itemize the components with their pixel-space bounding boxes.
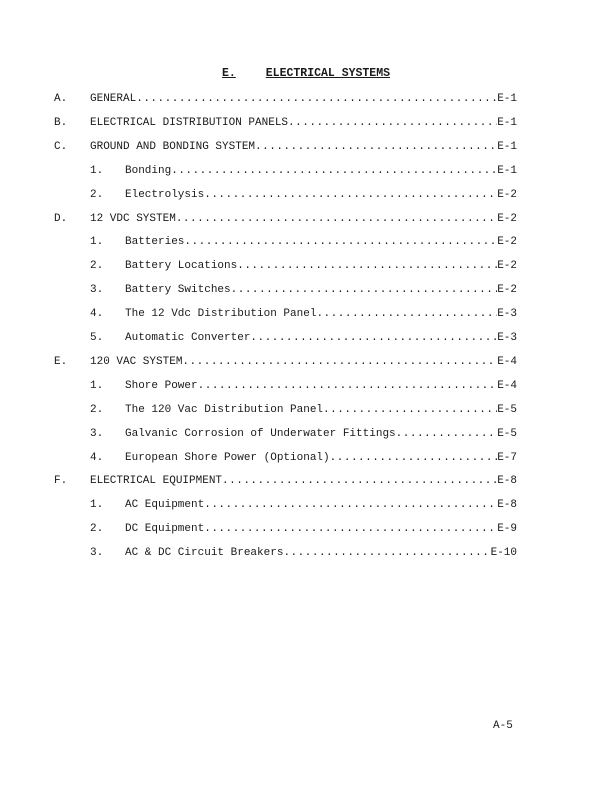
toc-entry <box>0 117 612 131</box>
dot-leader <box>176 213 497 225</box>
subentry-page: E-3 <box>497 332 517 344</box>
dot-leader <box>184 236 497 248</box>
entry-letter: E. <box>54 355 68 368</box>
dot-leader <box>288 117 497 129</box>
dot-leader <box>316 308 497 320</box>
subentry-page: E-8 <box>497 499 517 512</box>
subentry-page: E-2 <box>497 260 517 273</box>
subentry-number: 3. <box>90 284 104 297</box>
entry-page: E-1 <box>497 116 517 129</box>
toc-subentry <box>0 332 612 346</box>
dot-leader <box>136 93 497 105</box>
subentry-page: E-9 <box>497 523 517 536</box>
subentry-title: Battery Locations <box>125 260 238 273</box>
entry-page: E-2 <box>497 212 517 225</box>
toc-entry <box>0 475 612 489</box>
subentry-number: 2. <box>90 523 104 536</box>
dot-leader <box>231 284 498 296</box>
subentry-number: 4. <box>90 451 104 464</box>
subentry-page: E-3 <box>497 308 517 321</box>
subentry-title: Electrolysis <box>125 188 205 201</box>
entry-title: ELECTRICAL EQUIPMENT <box>90 475 223 488</box>
entry-title: 12 VDC SYSTEM <box>90 212 176 225</box>
entry-line <box>90 356 517 368</box>
page-number: A-5 <box>493 720 513 732</box>
dot-leader <box>204 189 497 201</box>
subentry-line <box>125 236 517 248</box>
toc-entry <box>0 93 612 107</box>
subentry-line <box>125 380 517 392</box>
subentry-title: Automatic Converter <box>125 332 251 344</box>
subentry-page: E-2 <box>497 236 517 249</box>
toc-subentry <box>0 428 612 442</box>
dot-leader <box>237 260 497 272</box>
subentry-line <box>125 547 517 559</box>
subentry-number: 1. <box>90 236 104 249</box>
dot-leader <box>204 499 497 511</box>
toc-subentry <box>0 308 612 322</box>
entry-page: E-4 <box>497 355 517 368</box>
subentry-page: E-2 <box>497 284 517 297</box>
dot-leader <box>330 452 498 464</box>
subentry-title: AC & DC Circuit Breakers <box>125 547 284 560</box>
subentry-line <box>125 165 517 177</box>
subentry-number: 4. <box>90 308 104 321</box>
subentry-page: E-4 <box>497 379 517 392</box>
section-title <box>0 67 612 80</box>
entry-title: GROUND AND BONDING SYSTEM <box>90 140 256 153</box>
section-letter: E. <box>221 67 236 80</box>
entry-line <box>90 141 517 153</box>
subentry-number: 3. <box>90 547 104 560</box>
entry-page: E-1 <box>497 93 517 105</box>
toc-subentry <box>0 499 612 513</box>
subentry-line <box>125 523 517 535</box>
subentry-number: 2. <box>90 260 104 273</box>
toc-entry <box>0 356 612 370</box>
subentry-line <box>125 404 517 416</box>
entry-letter: A. <box>54 93 68 105</box>
subentry-title: The 12 Vdc Distribution Panel <box>125 308 317 321</box>
subentry-line <box>125 260 517 272</box>
dot-leader <box>323 404 497 416</box>
subentry-line <box>125 284 517 296</box>
dot-leader <box>182 356 497 368</box>
subentry-page: E-5 <box>497 427 517 440</box>
subentry-line <box>125 428 517 440</box>
subentry-line <box>125 189 517 201</box>
entry-title: ELECTRICAL DISTRIBUTION PANELS <box>90 116 289 129</box>
dot-leader <box>396 428 498 440</box>
subentry-number: 1. <box>90 379 104 392</box>
subentry-number: 3. <box>90 427 104 440</box>
entry-page: E-1 <box>497 140 517 153</box>
toc-entry <box>0 213 612 227</box>
subentry-page: E-2 <box>497 188 517 201</box>
subentry-page: E-5 <box>497 403 517 416</box>
toc-subentry <box>0 523 612 537</box>
subentry-line <box>125 499 517 511</box>
dot-leader <box>204 523 497 535</box>
subentry-line <box>125 452 517 464</box>
dot-leader <box>283 547 490 559</box>
entry-line <box>90 475 517 487</box>
dot-leader <box>222 475 497 487</box>
subentry-page: E-1 <box>497 164 517 177</box>
subentry-title: European Shore Power (Optional) <box>125 451 330 464</box>
subentry-number: 2. <box>90 188 104 201</box>
subentry-title: Battery Switches <box>125 284 231 297</box>
toc-subentry <box>0 284 612 298</box>
subentry-page: E-7 <box>497 451 517 464</box>
subentry-title: DC Equipment <box>125 523 205 536</box>
subentry-number: 1. <box>90 499 104 512</box>
subentry-title: AC Equipment <box>125 499 205 512</box>
subentry-title: Batteries <box>125 236 185 249</box>
toc-subentry <box>0 165 612 179</box>
entry-letter: C. <box>54 140 68 153</box>
toc-subentry <box>0 380 612 394</box>
dot-leader <box>171 165 497 177</box>
toc-subentry <box>0 452 612 466</box>
dot-leader <box>198 380 498 392</box>
entry-page: E-8 <box>497 475 517 488</box>
subentry-number: 1. <box>90 164 104 177</box>
toc-subentry <box>0 547 612 561</box>
subentry-line <box>125 332 517 344</box>
subentry-page: E-10 <box>490 547 517 560</box>
subentry-number: 2. <box>90 403 104 416</box>
toc-subentry <box>0 260 612 274</box>
dot-leader <box>250 332 497 344</box>
entry-title: GENERAL <box>90 93 137 105</box>
toc-subentry <box>0 189 612 203</box>
entry-letter: D. <box>54 212 68 225</box>
entry-line <box>90 213 517 225</box>
subentry-title: Galvanic Corrosion of Underwater Fittings <box>125 427 396 440</box>
entry-letter: F. <box>54 475 68 488</box>
entry-title: 120 VAC SYSTEM <box>90 355 183 368</box>
subentry-title: Bonding <box>125 164 172 177</box>
subentry-number: 5. <box>90 332 104 344</box>
subentry-title: The 120 Vac Distribution Panel <box>125 403 324 416</box>
toc-entry <box>0 141 612 155</box>
dot-leader <box>255 141 497 153</box>
section-heading: ELECTRICAL SYSTEMS <box>265 67 391 80</box>
subentry-title: Shore Power <box>125 379 198 392</box>
subentry-line <box>125 308 517 320</box>
entry-line <box>90 93 517 105</box>
entry-letter: B. <box>54 116 68 129</box>
toc-subentry <box>0 404 612 418</box>
toc-subentry <box>0 236 612 250</box>
entry-line <box>90 117 517 129</box>
